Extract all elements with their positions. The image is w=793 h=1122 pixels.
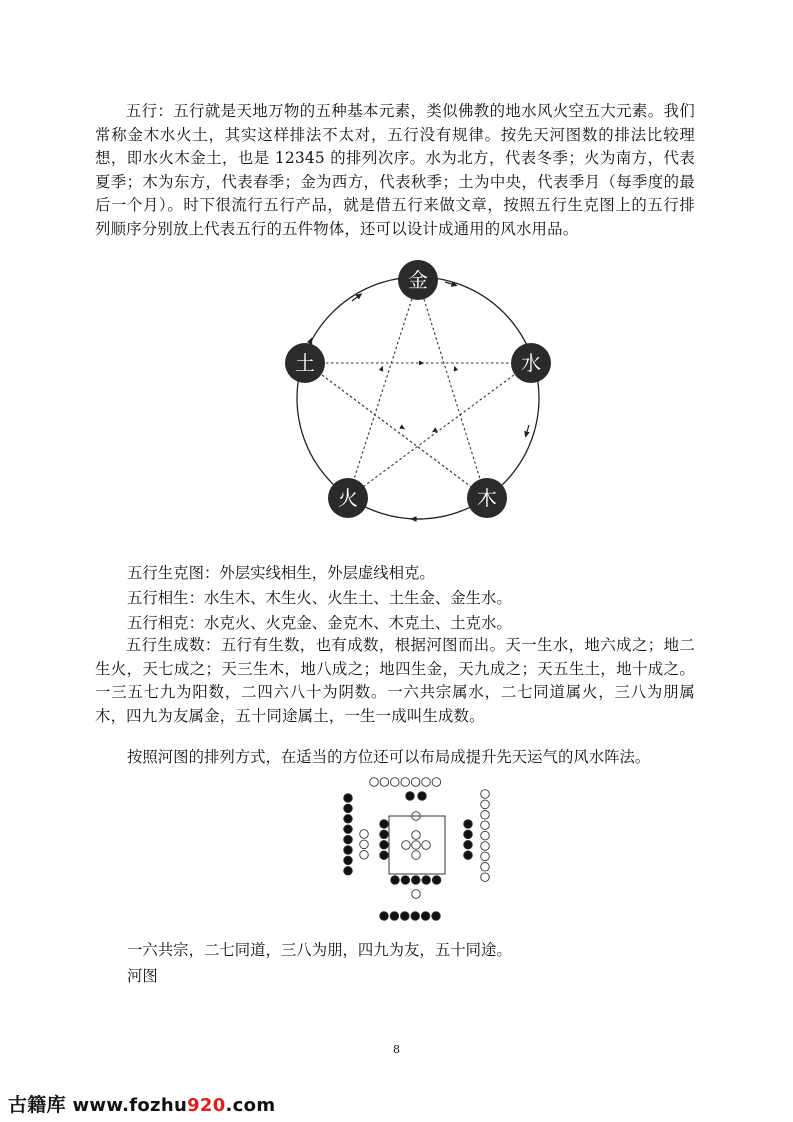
hetu-yang-dot bbox=[481, 831, 490, 840]
hetu-yin-dot bbox=[401, 876, 410, 885]
hetu-summary-line: 一六共宗，二七同道，三八为朋，四九为友，五十同途。 bbox=[127, 941, 512, 959]
hetu-yin-dot bbox=[344, 825, 353, 834]
hetu-yang-dot bbox=[481, 800, 490, 809]
sheng-circle bbox=[297, 277, 539, 519]
hetu-yin-dot bbox=[390, 912, 399, 921]
hetu-label: 河图 bbox=[127, 967, 158, 985]
hetu-yang-dot bbox=[380, 778, 389, 787]
hetu-yin-dot bbox=[421, 912, 430, 921]
hetu-yang-dot bbox=[481, 863, 490, 872]
hetu-yang-dot bbox=[411, 778, 420, 787]
hetu-yin-dot bbox=[380, 851, 389, 860]
ke-arrow bbox=[455, 368, 458, 377]
hetu-yang-dot bbox=[422, 841, 431, 850]
hetu-yin-dot bbox=[411, 912, 420, 921]
watermark-url-a: www.fozhu bbox=[72, 1095, 188, 1116]
node-shui bbox=[511, 343, 551, 383]
hetu-yin-dot bbox=[344, 815, 353, 824]
svg-text:水: 水 bbox=[521, 351, 541, 375]
hetu-yin-dot bbox=[391, 876, 400, 885]
hetu-yang-dot bbox=[432, 778, 441, 787]
hetu-yin-dot bbox=[380, 912, 389, 921]
hetu-yang-dot bbox=[412, 831, 421, 840]
ke-line bbox=[348, 280, 418, 498]
watermark-url-b: .com bbox=[225, 1095, 276, 1116]
shengcheng-paragraph: 五行生成数：五行有生数，也有成数，根据河图而出。天一生水，地六成之；地二生火，天七成之；天三生木，地八成之；地四生金，天九成之；天五生土，地十成之。一三五七九为阳数，二四六八十为阴数。一六共宗属水，二七同道属火，三八为朋属木，四九为友属金，五十同途属土，一生一成叫生成数。 bbox=[95, 636, 695, 725]
wuxing-shengke-diagram bbox=[280, 258, 570, 528]
hetu-yin-dot bbox=[380, 830, 389, 839]
hetu-yin-dot bbox=[344, 804, 353, 813]
hetu-yang-dot bbox=[422, 778, 431, 787]
svg-text:火: 火 bbox=[338, 486, 358, 510]
hetu-yang-dot bbox=[481, 852, 490, 861]
ke-line bbox=[306, 363, 486, 498]
node-huo bbox=[328, 478, 368, 518]
hetu-yang-dot bbox=[402, 841, 411, 850]
hetu-yang-dot bbox=[481, 811, 490, 820]
hetu-diagram bbox=[332, 772, 502, 922]
xiangsheng-line: 五行相生：水生木、木生火、火生土、土生金、金生水。 bbox=[127, 589, 512, 607]
hetu-yang-dot bbox=[360, 851, 369, 860]
hetu-yang-dot bbox=[412, 851, 421, 860]
hetu-yin-dot bbox=[344, 835, 353, 844]
ke-line bbox=[348, 363, 530, 498]
intro-paragraph: 五行：五行就是天地万物的五种基本元素，类似佛教的地水风火空五大元素。我们常称金木水火土，其实这样排法不太对，五行没有规律。按先天河图数的排法比较理想，即水火木金土，也是 12345 的排列次序。水为北方，代表冬季；火为南方，代表夏季；木为东方，代表春季；金为西方，代表秋季；土为中央，代表季月（每季度的最后一个月）。时下很流行五行产品，就是借五行来做文章，按照五行生克图上的五行排列顺序分别放上代表五行的五件物体，还可以设计成通用的风水用品。 bbox=[95, 102, 695, 238]
ke-line bbox=[418, 280, 486, 498]
hetu-yin-dot bbox=[412, 876, 421, 885]
hetu-yang-dot bbox=[481, 821, 490, 830]
ke-arrow bbox=[379, 368, 382, 376]
watermark-url-num: 920 bbox=[187, 1095, 226, 1116]
node-mu bbox=[467, 478, 507, 518]
hetu-yin-dot bbox=[464, 851, 473, 860]
hetu-yang-dot bbox=[481, 790, 490, 799]
hetu-yin-dot bbox=[432, 912, 441, 921]
sheng-arrow bbox=[526, 425, 529, 435]
hetu-yin-dot bbox=[406, 792, 415, 801]
hetu-yin-dot bbox=[380, 841, 389, 850]
hetu-yin-dot bbox=[464, 830, 473, 839]
hetu-yang-dot bbox=[481, 873, 490, 882]
svg-text:金: 金 bbox=[408, 268, 428, 292]
hetu-yang-dot bbox=[370, 778, 379, 787]
hetu-yin-dot bbox=[401, 912, 410, 921]
hetu-yang-dot bbox=[412, 890, 421, 899]
hetu-yin-dot bbox=[344, 856, 353, 865]
hetu-yin-dot bbox=[380, 820, 389, 829]
hetu-yin-dot bbox=[432, 876, 441, 885]
watermark-cn: 古籍库 bbox=[8, 1094, 66, 1116]
hetu-yin-dot bbox=[422, 876, 431, 885]
hetu-yin-dot bbox=[344, 867, 353, 876]
hetu-yin-dot bbox=[418, 792, 427, 801]
hetu-yin-dot bbox=[464, 841, 473, 850]
ke-arrow bbox=[395, 423, 403, 428]
diagram-caption: 五行生克图：外层实线相生，外层虚线相克。 bbox=[127, 564, 435, 582]
hetu-method-line: 按照河图的排列方式，在适当的方位还可以布局成提升先天运气的风水阵法。 bbox=[127, 748, 651, 766]
node-tu bbox=[285, 343, 325, 383]
hetu-yang-dot bbox=[412, 841, 421, 850]
hetu-yin-dot bbox=[464, 820, 473, 829]
svg-text:土: 土 bbox=[295, 351, 315, 375]
watermark bbox=[8, 1090, 275, 1117]
svg-text:木: 木 bbox=[477, 486, 497, 510]
hetu-yin-dot bbox=[344, 846, 353, 855]
hetu-yang-dot bbox=[391, 778, 400, 787]
node-jin bbox=[398, 260, 438, 300]
hetu-yin-dot bbox=[344, 794, 353, 803]
hetu-yang-dot bbox=[360, 830, 369, 839]
hetu-yang-dot bbox=[360, 840, 369, 849]
hetu-yang-dot bbox=[401, 778, 410, 787]
xiangke-line: 五行相克：水克火、火克金、金克木、木克土、土克水。 bbox=[127, 614, 512, 632]
hetu-yang-dot bbox=[481, 842, 490, 851]
page-number: 8 bbox=[393, 1043, 400, 1056]
